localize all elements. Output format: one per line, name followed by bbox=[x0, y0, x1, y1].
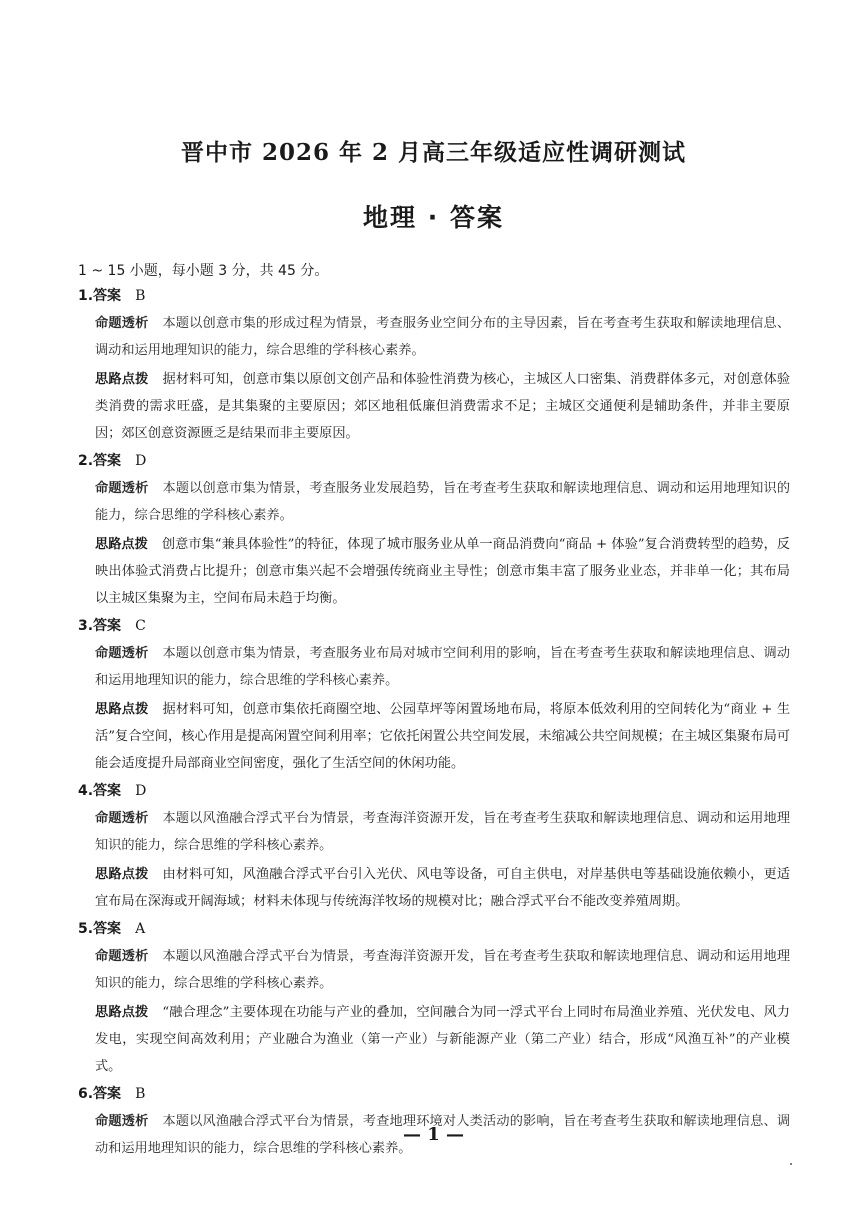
analysis-paragraph bbox=[95, 310, 790, 364]
approach-text: “融合理念”主要体现在功能与产业的叠加，空间融合为同一浮式平台上同时布局渔业养殖、光伏发电、风力发电，实现空间高效利用；产业融合为渔业（第一产业）与新能源产业（第二产业）结合，形成“风渔互补”的产业模式。 bbox=[95, 1005, 790, 1074]
analysis-paragraph bbox=[95, 640, 790, 694]
answer-label: 答案 bbox=[93, 1086, 122, 1102]
answer-letter: B bbox=[135, 288, 146, 304]
approach-text: 由材料可知，风渔融合浮式平台引入光伏、风电等设备，可自主供电，对岸基供电等基础设施依赖小，更适宜布局在深海或开阔海域；材料未体现与传统海洋牧场的规模对比；融合浮式平台不能改变养殖周期。 bbox=[95, 867, 791, 909]
question-header bbox=[78, 915, 790, 943]
answer-letter: D bbox=[135, 783, 147, 799]
question-block bbox=[78, 447, 790, 612]
answer-label: 答案 bbox=[93, 921, 122, 937]
answer-label: 答案 bbox=[93, 288, 122, 304]
page-number: — 1 — bbox=[402, 1124, 465, 1145]
approach-label: 思路点拨 bbox=[95, 1005, 149, 1020]
approach-paragraph bbox=[95, 696, 790, 777]
answer-letter: C bbox=[135, 618, 146, 634]
analysis-text: 本题以创意市集的形成过程为情景，考查服务业空间分布的主导因素，旨在考查考生获取和解读地理信息、调动和运用地理知识的能力，综合思维的学科核心素养。 bbox=[95, 316, 791, 358]
question-number: 5. bbox=[78, 921, 94, 937]
question-header bbox=[78, 612, 790, 640]
question-block bbox=[78, 1080, 790, 1162]
analysis-label: 命题透析 bbox=[95, 316, 149, 331]
analysis-paragraph bbox=[95, 805, 790, 859]
question-number: 4. bbox=[78, 783, 94, 799]
approach-label: 思路点拨 bbox=[95, 867, 149, 882]
approach-label: 思路点拨 bbox=[95, 372, 149, 387]
question-block bbox=[78, 777, 790, 915]
analysis-paragraph bbox=[95, 943, 790, 997]
question-number: 2. bbox=[78, 453, 94, 469]
question-block bbox=[78, 915, 790, 1080]
question-header bbox=[78, 777, 790, 805]
analysis-label: 命题透析 bbox=[95, 1114, 149, 1129]
approach-text: 据材料可知，创意市集以原创文创产品和体验性消费为核心，主城区人口密集、消费群体多元，对创意体验类消费的需求旺盛，是其集聚的主要原因；郊区地租低廉但消费需求不足；主城区交通便利是辅助条件，并非主要原因；郊区创意资源匮乏是结果而非主要原因。 bbox=[95, 372, 791, 441]
answer-label: 答案 bbox=[93, 618, 122, 634]
answer-letter: B bbox=[135, 1086, 146, 1102]
question-header bbox=[78, 1080, 790, 1108]
approach-label: 思路点拨 bbox=[95, 702, 149, 717]
approach-text: 创意市集“兼具体验性”的特征，体现了城市服务业从单一商品消费向“商品 + 体验”复合消费转型的趋势，反映出体验式消费占比提升；创意市集兴起不会增强传统商业主导性；创意市集丰富了服务业业态，并非单一化；其布局以主城区集聚为主，空间布局未趋于均衡。 bbox=[95, 537, 790, 606]
analysis-text: 本题以风渔融合浮式平台为情景，考查海洋资源开发，旨在考查考生获取和解读地理信息、调动和运用地理知识的能力，综合思维的学科核心素养。 bbox=[95, 811, 791, 853]
answer-label: 答案 bbox=[93, 453, 122, 469]
answer-label: 答案 bbox=[93, 783, 122, 799]
analysis-text: 本题以创意市集为情景，考查服务业布局对城市空间利用的影响，旨在考查考生获取和解读地理信息、调动和运用地理知识的能力，综合思维的学科核心素养。 bbox=[95, 646, 791, 688]
approach-paragraph bbox=[95, 861, 790, 915]
approach-label: 思路点拨 bbox=[95, 537, 148, 552]
analysis-label: 命题透析 bbox=[95, 811, 149, 826]
answer-letter: D bbox=[135, 453, 147, 469]
approach-paragraph bbox=[95, 999, 790, 1080]
page-title: 晋中市 2026 年 2 月高三年级适应性调研测试 bbox=[180, 139, 687, 166]
approach-paragraph bbox=[95, 531, 790, 612]
answer-letter: A bbox=[135, 921, 146, 937]
analysis-text: 本题以风渔融合浮式平台为情景，考查海洋资源开发，旨在考查考生获取和解读地理信息、调动和运用地理知识的能力，综合思维的学科核心素养。 bbox=[95, 949, 791, 991]
analysis-paragraph bbox=[95, 475, 790, 529]
question-header bbox=[78, 282, 790, 310]
question-block bbox=[78, 282, 790, 447]
analysis-label: 命题透析 bbox=[95, 481, 149, 496]
analysis-label: 命题透析 bbox=[95, 949, 149, 964]
approach-text: 据材料可知，创意市集依托商圈空地、公园草坪等闲置场地布局，将原本低效利用的空间转化为“商业 + 生活”复合空间，核心作用是提高闲置空间利用率；它依托闲置公共空间发展，未缩减公共空间规模；在主城区集聚布局可能会适度提升局部商业空间密度，强化了生活空间的休闲功能。 bbox=[95, 702, 791, 771]
page-subtitle: 地理 · 答案 bbox=[363, 203, 504, 232]
analysis-text: 本题以风渔融合浮式平台为情景，考查地理环境对人类活动的影响，旨在考查考生获取和解读地理信息、调动和运用地理知识的能力，综合思维的学科核心素养。 bbox=[95, 1114, 791, 1156]
section-intro: 1 ~ 15 小题，每小题 3 分，共 45 分。 bbox=[78, 263, 329, 279]
question-block bbox=[78, 612, 790, 777]
analysis-text: 本题以创意市集为情景，考查服务业发展趋势，旨在考查考生获取和解读地理信息、调动和运用地理知识的能力，综合思维的学科核心素养。 bbox=[95, 481, 791, 523]
analysis-label: 命题透析 bbox=[95, 646, 149, 661]
approach-paragraph bbox=[95, 366, 790, 447]
question-number: 1. bbox=[78, 288, 94, 304]
question-number: 3. bbox=[78, 618, 94, 634]
question-number: 6. bbox=[78, 1086, 94, 1102]
answer-list bbox=[78, 282, 790, 1162]
scan-dot bbox=[790, 1163, 792, 1165]
question-header bbox=[78, 447, 790, 475]
